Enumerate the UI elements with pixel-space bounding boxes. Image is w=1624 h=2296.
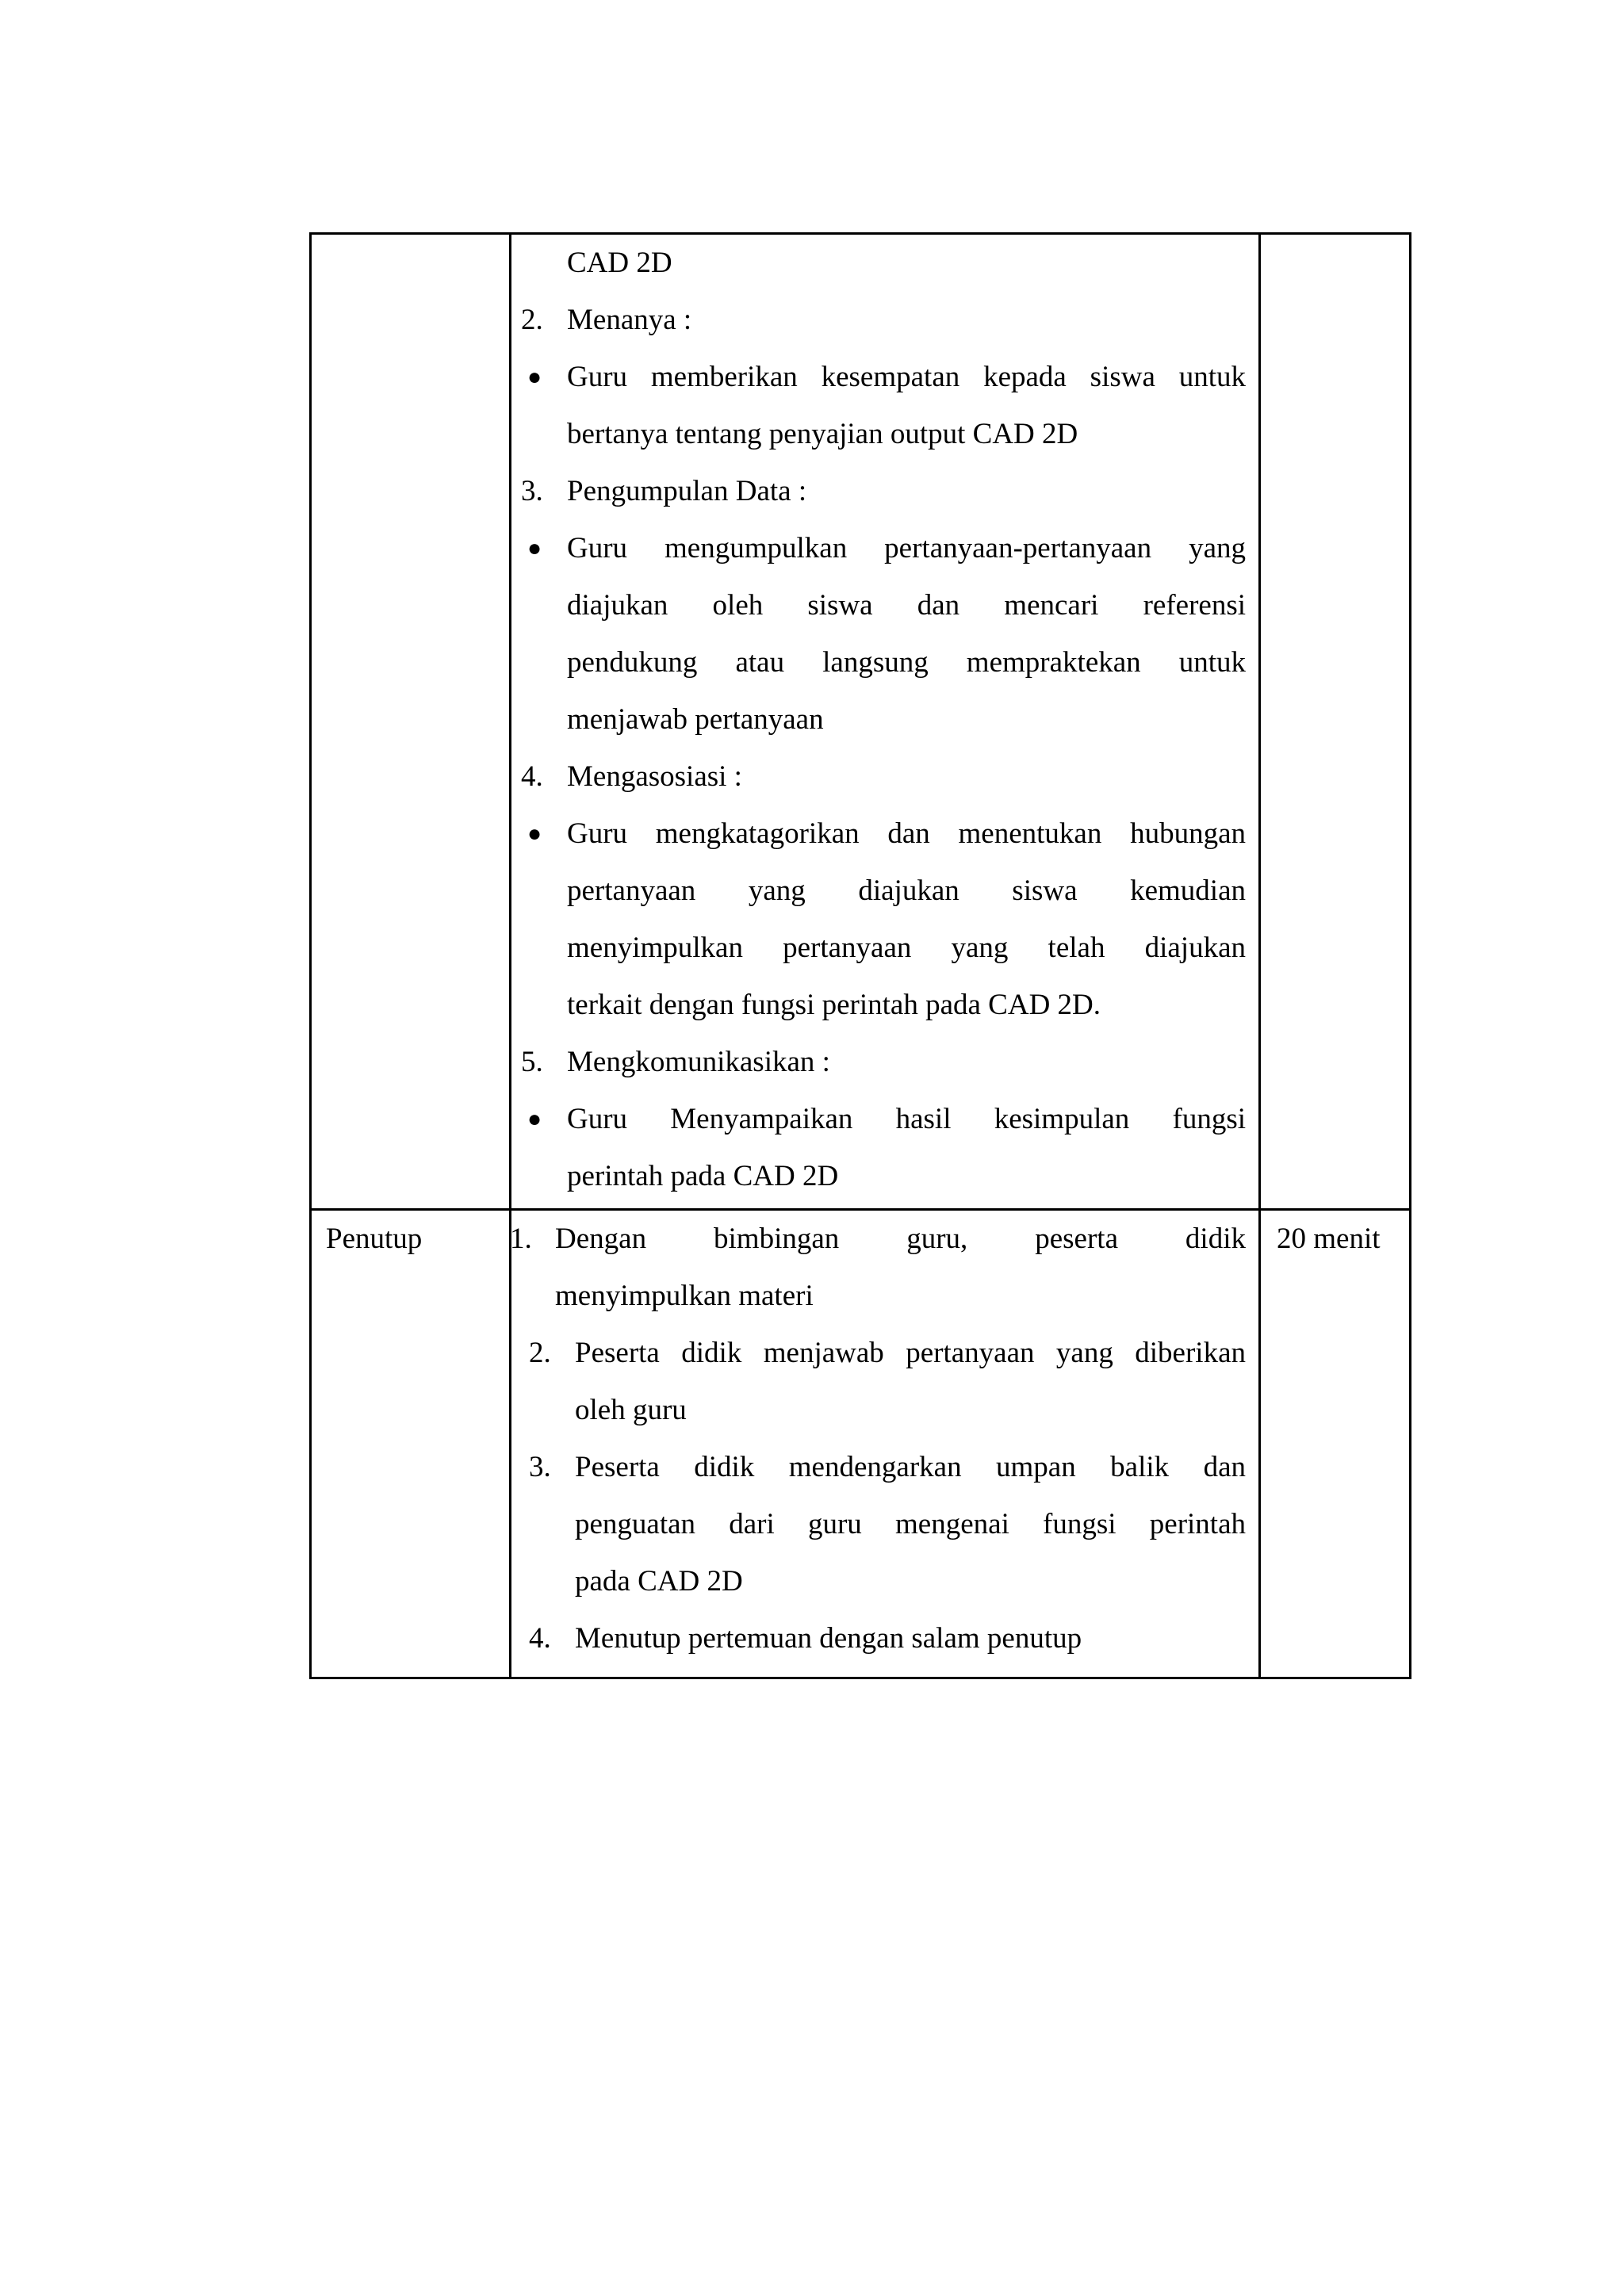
item-text: Menanya :: [567, 304, 692, 336]
item-text: menyimpulkan pertanyaan yang telah diajukan: [567, 932, 1246, 964]
item-number: 3.: [529, 1451, 551, 1483]
item-text: Mengkomunikasikan :: [567, 1046, 830, 1078]
item-number: 5.: [521, 1046, 543, 1078]
list-item: [511, 1553, 1258, 1610]
item-text: pada CAD 2D: [575, 1565, 743, 1598]
list-item: [511, 349, 1258, 406]
time-cell-penutup: 20 menit: [1260, 1210, 1411, 1678]
item-text: Guru mengkatagorikan dan menentukan hubungan: [567, 817, 1246, 850]
list-item: [511, 1496, 1258, 1553]
item-text: oleh guru: [575, 1394, 687, 1426]
list-item: [511, 863, 1258, 920]
list-item: [511, 634, 1258, 691]
item-text: menjawab pertanyaan: [567, 703, 824, 736]
item-text: Guru mengumpulkan pertanyaan-pertanyaan yang: [567, 532, 1246, 564]
table-row-core-activity: [311, 234, 1411, 1210]
list-item: [511, 1325, 1258, 1382]
item-text: Menutup pertemuan dengan salam penutup: [575, 1622, 1082, 1655]
list-item: [511, 1148, 1258, 1205]
item-text: Peserta didik mendengarkan umpan balik dan: [575, 1451, 1246, 1483]
item-text: CAD 2D: [567, 247, 672, 279]
list-item: [511, 1091, 1258, 1148]
closing-activity-list: [511, 1211, 1258, 1667]
activity-list: [511, 235, 1258, 1205]
list-item: [511, 235, 1258, 292]
time-cell: [1260, 234, 1411, 1210]
activity-cell: [511, 234, 1260, 1210]
list-item: [511, 520, 1258, 577]
item-text: Guru Menyampaikan hasil kesimpulan fungsi: [567, 1103, 1246, 1135]
list-item: [511, 1439, 1258, 1496]
list-item: [511, 806, 1258, 863]
bullet-icon: ●: [527, 821, 542, 847]
item-text: Pengumpulan Data :: [567, 475, 807, 507]
item-text: bertanya tentang penyajian output CAD 2D: [567, 418, 1078, 450]
item-number: 3.: [521, 475, 543, 507]
list-item: [511, 1211, 1258, 1268]
list-item: [511, 920, 1258, 977]
bullet-icon: ●: [527, 535, 542, 561]
list-item: [511, 691, 1258, 748]
list-item: [511, 1268, 1258, 1325]
list-item: [511, 748, 1258, 806]
item-text: terkait dengan fungsi perintah pada CAD 2D.: [567, 989, 1101, 1021]
list-item: [511, 1382, 1258, 1439]
lesson-plan-table: [309, 232, 1411, 1679]
item-text: menyimpulkan materi: [555, 1280, 814, 1312]
list-item: [511, 1610, 1258, 1667]
item-number: 2.: [529, 1337, 551, 1369]
list-item: [511, 1034, 1258, 1091]
stage-cell-penutup: Penutup: [311, 1210, 511, 1678]
list-item: [511, 463, 1258, 520]
item-text: diajukan oleh siswa dan mencari referensi: [567, 589, 1246, 622]
list-item: [511, 292, 1258, 349]
item-text: Guru memberikan kesempatan kepada siswa untuk: [567, 361, 1246, 393]
stage-cell: [311, 234, 511, 1210]
item-text: perintah pada CAD 2D: [567, 1160, 839, 1192]
item-text: pertanyaan yang diajukan siswa kemudian: [567, 874, 1246, 907]
list-item: [511, 577, 1258, 634]
bullet-icon: ●: [527, 364, 542, 390]
list-item: [511, 977, 1258, 1034]
list-item: [511, 406, 1258, 463]
item-number: 1.: [510, 1223, 532, 1255]
item-number: 4.: [529, 1622, 551, 1655]
bullet-icon: ●: [527, 1106, 542, 1132]
item-text: penguatan dari guru mengenai fungsi perintah: [575, 1508, 1246, 1540]
item-number: 4.: [521, 760, 543, 793]
item-text: pendukung atau langsung mempraktekan untuk: [567, 646, 1246, 679]
item-text: Peserta didik menjawab pertanyaan yang diberikan: [575, 1337, 1246, 1369]
item-text: Dengan bimbingan guru, peserta didik: [555, 1223, 1246, 1255]
closing-activity-cell: [511, 1210, 1260, 1678]
item-text: Mengasosiasi :: [567, 760, 742, 793]
item-number: 2.: [521, 304, 543, 336]
table-row-penutup: [311, 1210, 1411, 1678]
